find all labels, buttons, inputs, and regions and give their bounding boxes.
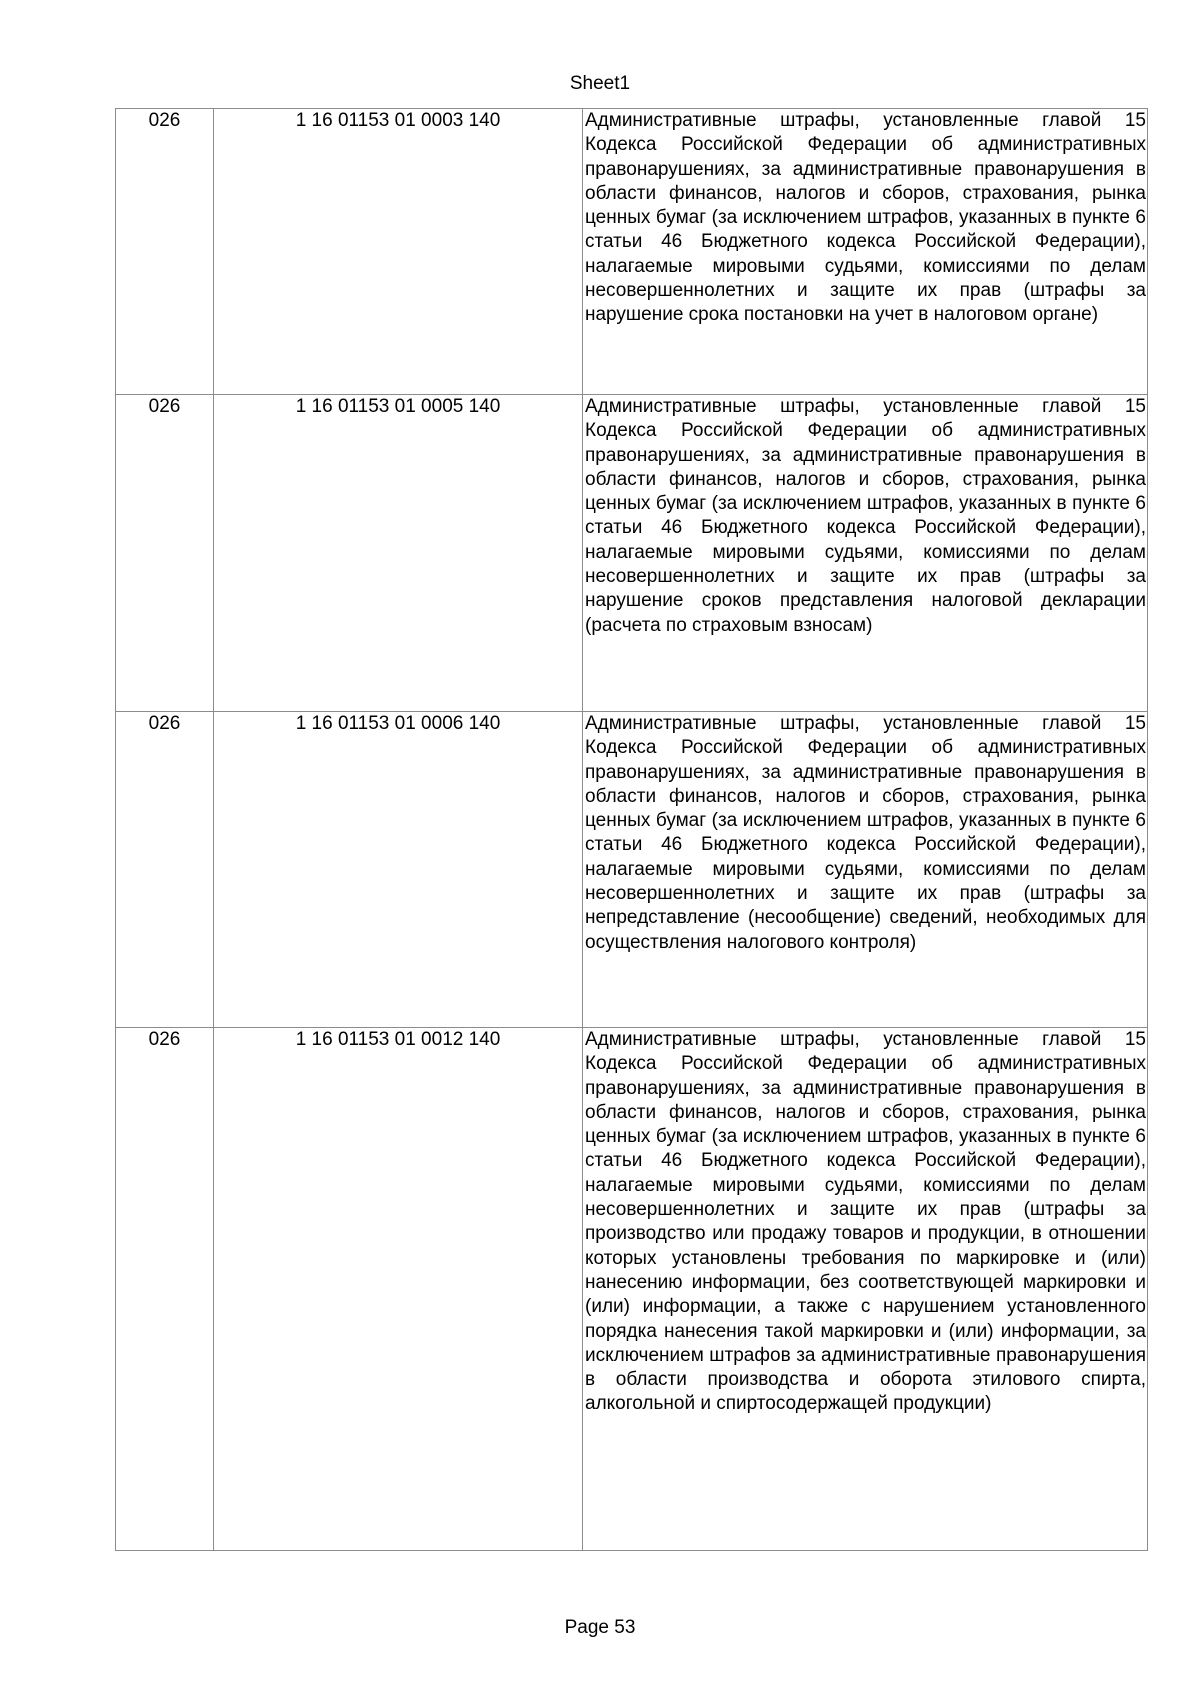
description-cell: Административные штрафы, установленные главой 15 Кодекса Российской Федерации об административных правонарушениях, за административные правонарушения в области финансов, налогов и сборов, страхования, рынка ценных бумаг (за исключением штрафов, указанных в пункте 6 статьи 46 Бюджетного кодекса Российской Федерации), налагаемые мировыми судьями, комиссиями по делам несовершеннолетних и защите их прав (штрафы за нарушение срока постановки на учет в налоговом органе) xyxy=(583,109,1148,395)
table-row xyxy=(116,395,1148,712)
admin-code-cell: 026 xyxy=(116,1028,214,1551)
table-row xyxy=(116,109,1148,395)
page-number-footer: Page 53 xyxy=(564,1617,636,1638)
budget-codes-table xyxy=(115,108,1148,1551)
admin-code-cell: 026 xyxy=(116,395,214,712)
kbk-code-cell: 1 16 01153 01 0005 140 xyxy=(214,395,583,712)
admin-code-cell: 026 xyxy=(116,109,214,395)
table-row xyxy=(116,1028,1148,1551)
kbk-code-cell: 1 16 01153 01 0006 140 xyxy=(214,712,583,1028)
description-cell: Административные штрафы, установленные главой 15 Кодекса Российской Федерации об административных правонарушениях, за административные правонарушения в области финансов, налогов и сборов, страхования, рынка ценных бумаг (за исключением штрафов, указанных в пункте 6 статьи 46 Бюджетного кодекса Российской Федерации), налагаемые мировыми судьями, комиссиями по делам несовершеннолетних и защите их прав (штрафы за производство или продажу товаров и продукции, в отношении которых установлены требования по маркировке и (или) нанесению информации, без соответствующей маркировки и (или) информации, а также с нарушением установленного порядка нанесения такой маркировки и (или) информации, за исключением штрафов за административные правонарушения в области производства и оборота этилового спирта, алкогольной и спиртосодержащей продукции) xyxy=(583,1028,1148,1551)
description-cell: Административные штрафы, установленные главой 15 Кодекса Российской Федерации об административных правонарушениях, за административные правонарушения в области финансов, налогов и сборов, страхования, рынка ценных бумаг (за исключением штрафов, указанных в пункте 6 статьи 46 Бюджетного кодекса Российской Федерации), налагаемые мировыми судьями, комиссиями по делам несовершеннолетних и защите их прав (штрафы за непредставление (несообщение) сведений, необходимых для осуществления налогового контроля) xyxy=(583,712,1148,1028)
sheet-name-header: Sheet1 xyxy=(569,73,631,94)
admin-code-cell: 026 xyxy=(116,712,214,1028)
kbk-code-cell: 1 16 01153 01 0003 140 xyxy=(214,109,583,395)
description-cell: Административные штрафы, установленные главой 15 Кодекса Российской Федерации об административных правонарушениях, за административные правонарушения в области финансов, налогов и сборов, страхования, рынка ценных бумаг (за исключением штрафов, указанных в пункте 6 статьи 46 Бюджетного кодекса Российской Федерации), налагаемые мировыми судьями, комиссиями по делам несовершеннолетних и защите их прав (штрафы за нарушение сроков представления налоговой декларации (расчета по страховым взносам) xyxy=(583,395,1148,712)
kbk-code-cell: 1 16 01153 01 0012 140 xyxy=(214,1028,583,1551)
table-row xyxy=(116,712,1148,1028)
